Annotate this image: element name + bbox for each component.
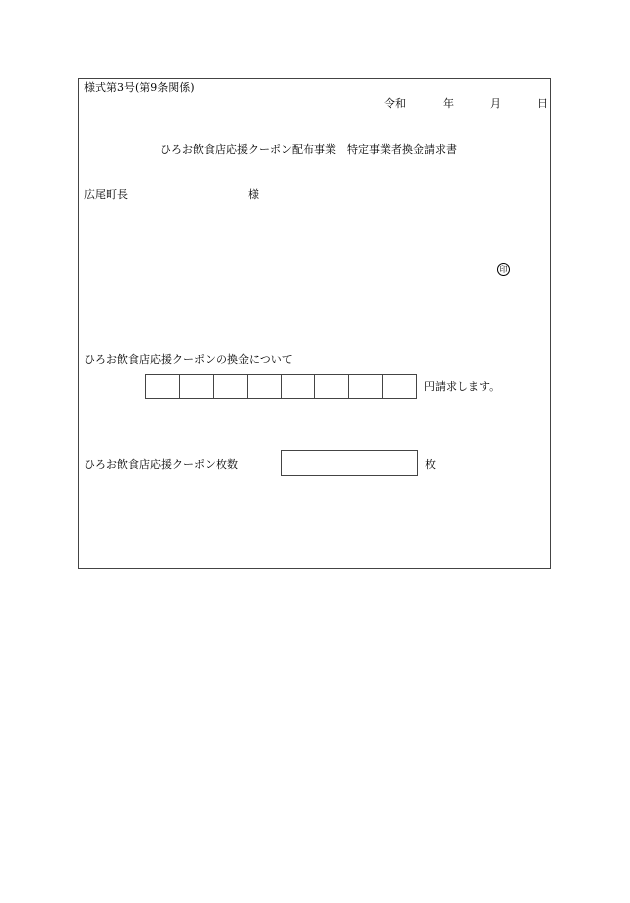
amount-digit-cell[interactable] — [282, 375, 316, 398]
addressee: 広尾町長 — [84, 188, 128, 201]
coupon-count-label: ひろお飲食店応援クーポン枚数 — [84, 458, 238, 471]
date-day-label: 日 — [537, 97, 548, 110]
date-era: 令和 — [384, 97, 406, 110]
exchange-label: ひろお飲食店応援クーポンの換金について — [84, 353, 293, 366]
amount-digit-cell[interactable] — [315, 375, 349, 398]
date-month-label: 月 — [490, 97, 501, 110]
form-number: 様式第3号(第9条関係) — [84, 81, 195, 94]
amount-digit-cell[interactable] — [248, 375, 282, 398]
amount-suffix: 円請求します。 — [424, 380, 501, 393]
amount-input-boxes[interactable] — [145, 374, 417, 399]
amount-digit-cell[interactable] — [349, 375, 383, 398]
coupon-count-suffix: 枚 — [425, 458, 436, 471]
amount-digit-cell[interactable] — [214, 375, 248, 398]
date-year-label: 年 — [443, 97, 454, 110]
amount-digit-cell[interactable] — [180, 375, 214, 398]
honorific: 様 — [248, 188, 259, 201]
coupon-count-field[interactable] — [281, 450, 418, 476]
amount-digit-cell[interactable] — [383, 375, 416, 398]
amount-digit-cell[interactable] — [146, 375, 180, 398]
document-title: ひろお飲食店応援クーポン配布事業 特定事業者換金請求書 — [160, 143, 457, 156]
seal-icon: 印 — [497, 263, 510, 276]
